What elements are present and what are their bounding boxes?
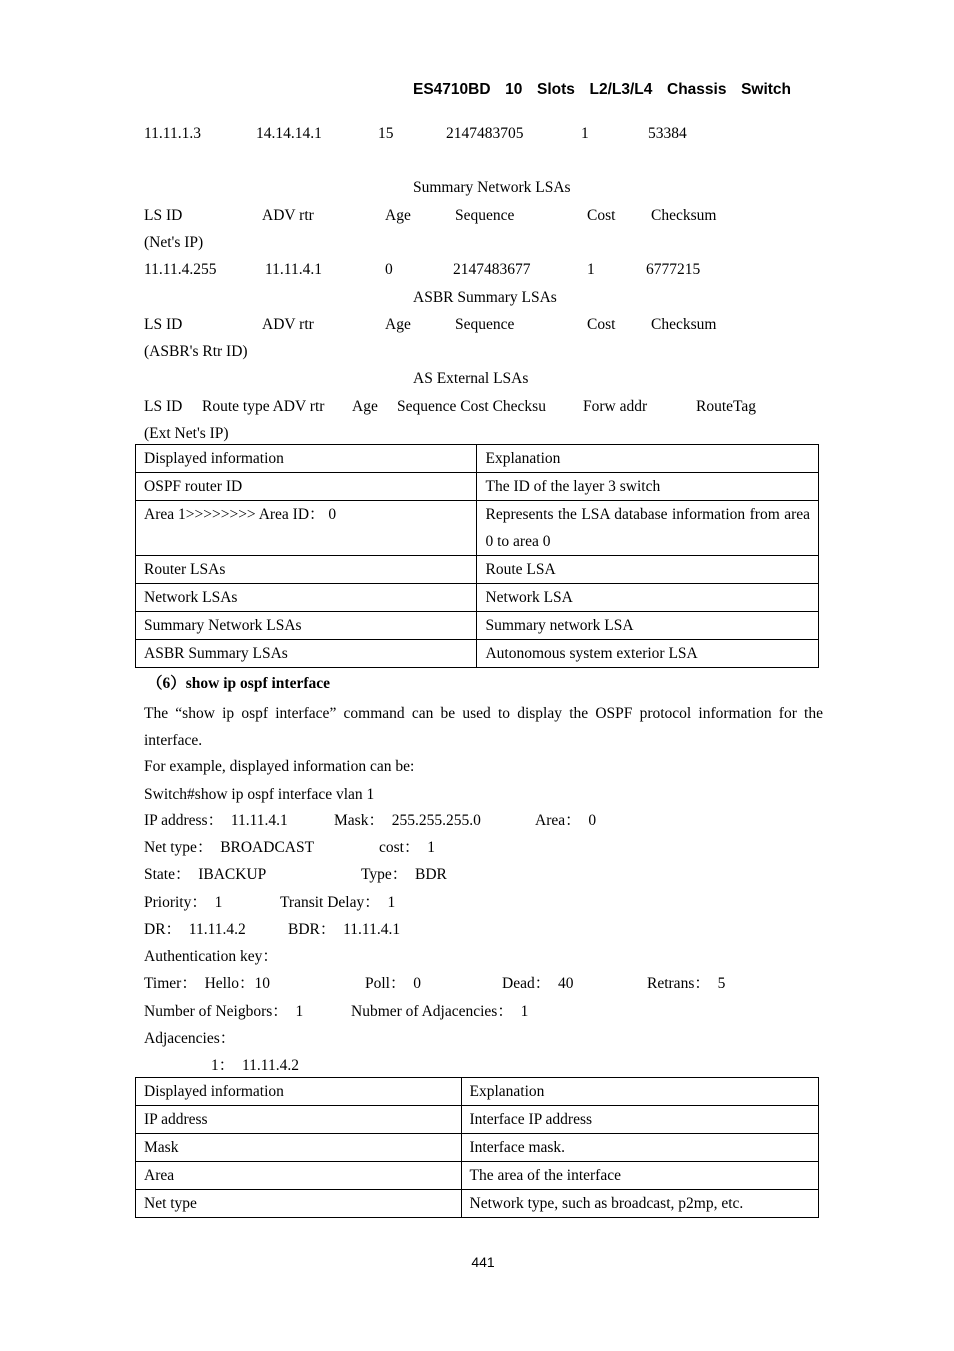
table-header-cell: Explanation [477,445,819,473]
auth-key-line: Authentication key： [144,948,278,965]
poll-line: Poll： 0 [365,975,421,992]
table-row [136,501,819,556]
summary-network-title: Summary Network LSAs [413,179,571,196]
type-line: Type： BDR [361,866,447,883]
router-row-link-count: 1 [581,125,589,142]
table-cell: Represents the LSA database information from area 0 to area 0 [477,501,819,556]
summary-network-row-ls-id: 11.11.4.255 [144,261,217,278]
table-row [136,612,819,640]
router-row-checksum: 53384 [648,125,687,142]
as-external-header-route-type-adv-rtr: Route type ADV rtr [202,398,325,415]
summary-network-header-cost: Cost [587,207,616,224]
priority-line: Priority： 1 [144,894,223,911]
table-cell: Area [136,1162,462,1190]
table-row [136,1190,819,1218]
table-cell: Router LSAs [136,556,477,584]
asbr-summary-title: ASBR Summary LSAs [413,289,557,306]
table-header-cell: Displayed information [136,445,477,473]
table-row [136,473,819,501]
summary-network-header-age: Age [385,207,411,224]
ip-address-line: IP address： 11.11.4.1 [144,812,288,829]
table-header-row [136,445,819,473]
table-cell: The ID of the layer 3 switch [477,473,819,501]
router-row-age: 15 [378,125,394,142]
as-external-header-age: Age [352,398,378,415]
retrans-line: Retrans： 5 [647,975,726,992]
router-row-sequence: 2147483705 [446,125,524,142]
timer-line: Timer： Hello：10 [144,975,271,992]
table-header-cell: Explanation [461,1078,818,1106]
table-row [136,1106,819,1134]
intro-paragraph: The “show ip ospf interface” command can be used to display the OSPF protocol information for the interface. [144,705,823,749]
net-type-line: Net type： BROADCAST [144,839,315,856]
command-line: Switch#show ip ospf interface vlan 1 [144,786,375,803]
bdr-line: BDR： 11.11.4.1 [288,921,401,938]
asbr-summary-header-age: Age [385,316,411,333]
table-row [136,1134,819,1162]
as-external-header-route-tag: RouteTag [696,398,757,415]
lsa-explanation-table [135,444,819,668]
example-label: For example, displayed information can be: [144,758,415,775]
table-header-cell: Displayed information [136,1078,462,1106]
adjacencies-count-line: Nubmer of Adjacencies： 1 [351,1003,529,1020]
asbr-summary-header-checksum: Checksum [651,316,717,333]
as-external-header-sequence-cost-checksum: Sequence Cost Checksu [397,398,546,415]
summary-network-row-adv-rtr: 11.11.4.1 [265,261,322,278]
table-cell: Interface mask. [461,1134,818,1162]
asbr-summary-header-adv-rtr: ADV rtr [262,316,314,333]
asbr-summary-header-cost: Cost [587,316,616,333]
state-line: State： IBACKUP [144,866,267,883]
table-row [136,640,819,668]
adjacencies-line: Adjacencies： [144,1030,236,1047]
transit-delay-line: Transit Delay： 1 [280,894,396,911]
table-cell: Network LSA [477,584,819,612]
summary-network-row-cost: 1 [587,261,595,278]
table-cell: Network LSAs [136,584,477,612]
table-cell: IP address [136,1106,462,1134]
table-cell: Net type [136,1190,462,1218]
cost-line: cost： 1 [379,839,435,856]
table-cell: OSPF router ID [136,473,477,501]
router-row-adv-rtr: 14.14.14.1 [256,125,322,142]
section-number: （6） [147,675,186,692]
table-cell: Summary network LSA [477,612,819,640]
page-header-title: ES4710BD 10 Slots L2/L3/L4 Chassis Switch [413,81,792,98]
summary-network-header-sequence: Sequence [455,207,515,224]
summary-network-header-ls-id: LS ID [144,207,183,224]
summary-network-row-checksum: 6777215 [646,261,701,278]
table-cell: Area 1>>>>>>>> Area ID： 0 [136,501,477,556]
table-row [136,584,819,612]
section-heading [147,674,330,694]
summary-network-header-adv-rtr: ADV rtr [262,207,314,224]
as-external-subheader: (Ext Net's IP) [144,425,229,442]
adjacency-entry: 1： 11.11.4.2 [211,1057,299,1074]
summary-network-row-sequence: 2147483677 [453,261,531,278]
table-cell: Autonomous system exterior LSA [477,640,819,668]
summary-network-header-checksum: Checksum [651,207,717,224]
table-cell: Route LSA [477,556,819,584]
table-cell: ASBR Summary LSAs [136,640,477,668]
table-cell: The area of the interface [461,1162,818,1190]
summary-network-subheader: (Net's IP) [144,234,204,251]
table-row [136,1162,819,1190]
summary-network-row-age: 0 [385,261,393,278]
area-line: Area： 0 [535,812,597,829]
interface-explanation-table [135,1077,819,1218]
as-external-title: AS External LSAs [413,370,529,387]
table-cell: Network type, such as broadcast, p2mp, etc. [461,1190,818,1218]
table-cell: Mask [136,1134,462,1162]
asbr-summary-subheader: (ASBR's Rtr ID) [144,343,248,360]
page-number: 441 [471,1254,495,1270]
asbr-summary-header-ls-id: LS ID [144,316,183,333]
as-external-header-forw-addr: Forw addr [583,398,648,415]
dead-line: Dead： 40 [502,975,574,992]
table-cell: Summary Network LSAs [136,612,477,640]
dr-line: DR： 11.11.4.2 [144,921,246,938]
table-header-row [136,1078,819,1106]
as-external-header-ls-id: LS ID [144,398,183,415]
table-row [136,556,819,584]
router-row-ls-id: 11.11.1.3 [144,125,201,142]
mask-line: Mask： 255.255.255.0 [334,812,481,829]
asbr-summary-header-sequence: Sequence [455,316,515,333]
neighbors-line: Number of Neigbors： 1 [144,1003,304,1020]
section-title: show ip ospf interface [185,675,330,692]
table-cell: Interface IP address [461,1106,818,1134]
